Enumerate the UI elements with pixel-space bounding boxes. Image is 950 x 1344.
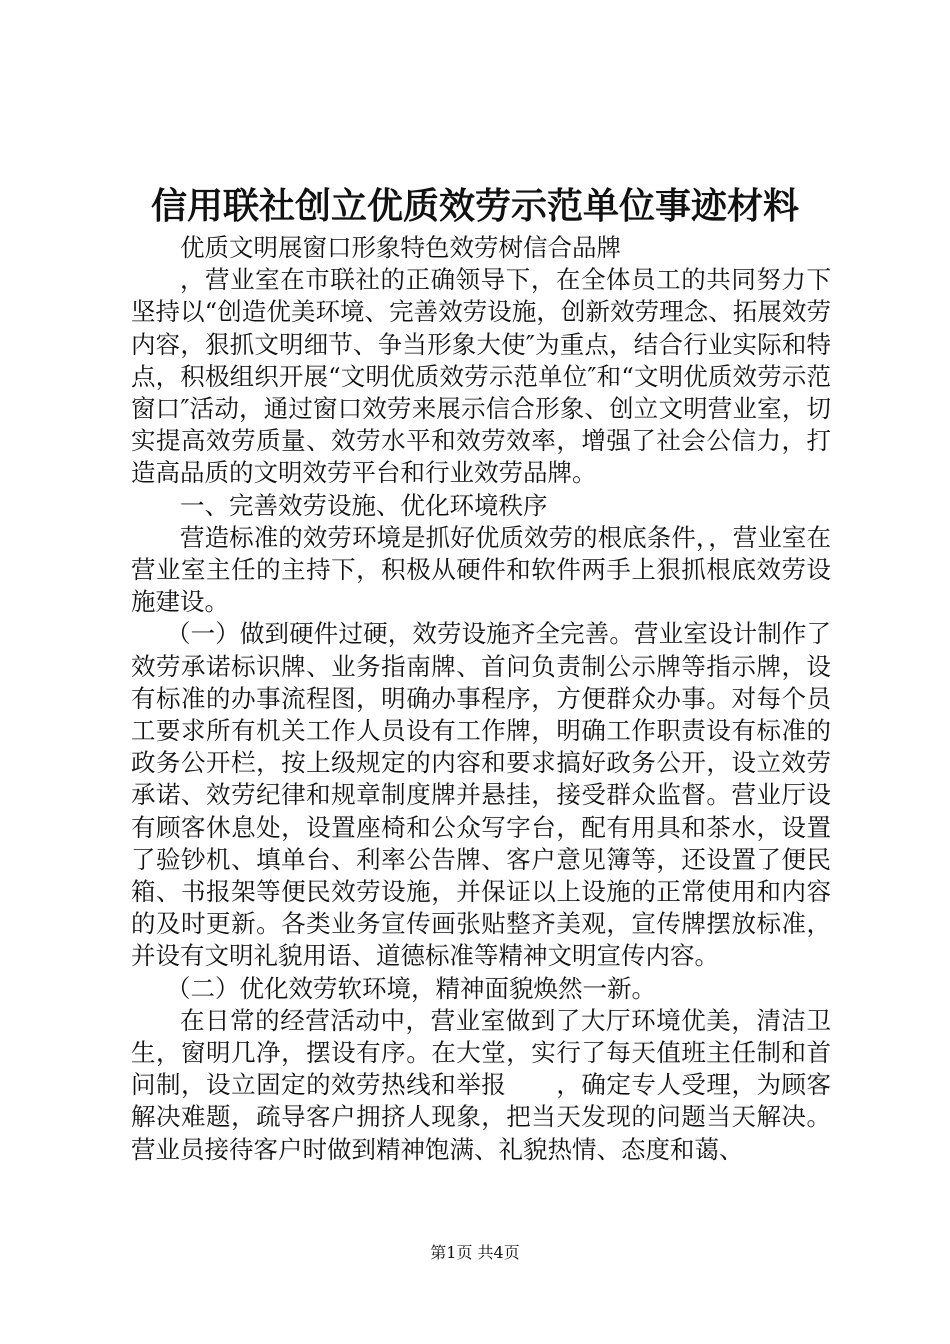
paragraph-subsection-1: （一）做到硬件过硬，效劳设施齐全完善。营业室设计制作了效劳承诺标识牌、业务指南牌、首问负责制公示牌等指示牌，设有标准的办事流程图，明确办事程序，方便群众办事。对每个员工要求所有机关工作人员设有工作牌，明确工作职责设有标准的政务公开栏，按上级规定的内容和要求搞好政务公开，设立效劳承诺、效劳纪律和规章制度牌并悬挂，接受群众监督。营业厅设有顾客休息处，设置座椅和公众写字台，配有用具和茶水，设置了验钞机、填单台、利率公告牌、客户意见簿等，还设置了便民箱、书报架等便民效劳设施，并保证以上设施的正常使用和内容的及时更新。各类业务宣传画张贴整齐美观，宣传牌摆放标准，并设有文明礼貌用语、道德标准等精神文明宣传内容。 [131, 619, 831, 971]
paragraph-section-1: 营造标准的效劳环境是抓好优质效劳的根底条件，，营业室在营业室主任的主持下，积极从硬件和软件两手上狠抓根底效劳设施建设。 [131, 522, 831, 617]
document-body [131, 232, 831, 1166]
document-title: 信用联社创立优质效劳示范单位事迹材料 [150, 185, 799, 227]
paragraph-subtitle: 优质文明展窗口形象特色效劳树信合品牌 [180, 233, 621, 262]
section-heading-1: 一、完善效劳设施、优化环境秩序 [180, 490, 548, 520]
paragraph-intro: ，营业室在市联社的正确领导下，在全体员工的共同努力下坚持以“创造优美环境、完善效劳设施，创新效劳理念、拓展效劳内容，狠抓文明细节、争当形象大使″为重点，结合行业实际和特点，积极组织开展“文明优质效劳示范单位″和“文明优质效劳示范窗口″活动，通过窗口效劳来展示信合形象、创立文明营业室，切实提高效劳质量、效劳水平和效劳效率，增强了社会公信力，打造高品质的文明效劳平台和行业效劳品牌。 [131, 265, 831, 488]
paragraph-subsection-2: 在日常的经营活动中，营业室做到了大厅环境优美，清洁卫生，窗明几净，摆设有序。在大堂，实行了每天值班主任制和首问制，设立固定的效劳热线和举报 ，确定专人受理，为顾客解决难题，疏导客户拥挤人现象，把当天发现的问题当天解决。营业员接待客户时做到精神饱满、礼貌热情、态度和蔼、 [131, 1005, 831, 1164]
subsection-heading-2: （二）优化效劳软环境，精神面貌焕然一新。 [166, 973, 656, 1003]
page-number-footer: 第1页 共4页 [430, 1243, 520, 1262]
